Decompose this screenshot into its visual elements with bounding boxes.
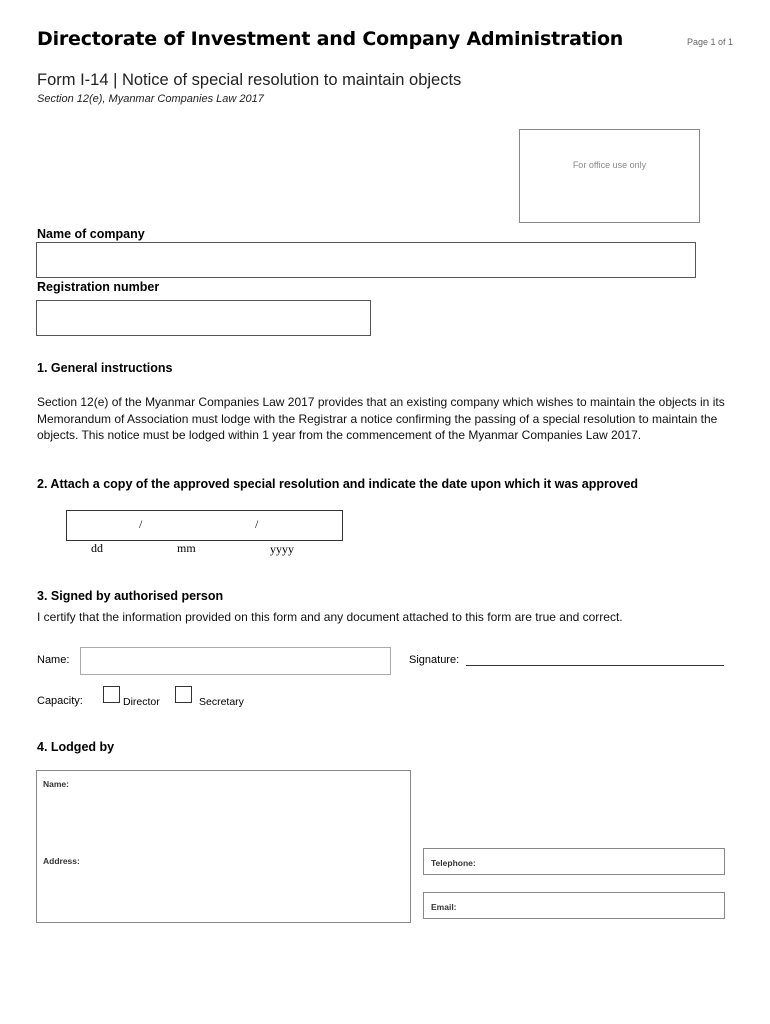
signature-label: Signature: <box>409 654 460 666</box>
lodger-address-label: Address: <box>43 856 80 866</box>
secretary-checkbox[interactable] <box>175 686 192 703</box>
office-use-label: For office use only <box>572 160 647 170</box>
date-hint-year: yyyy <box>270 542 294 556</box>
date-hint-day: dd <box>91 541 103 555</box>
signer-name-input[interactable] <box>80 647 391 675</box>
email-label: Email: <box>431 902 457 912</box>
date-separator: / <box>139 517 143 531</box>
director-option-label: Director <box>123 696 160 708</box>
company-name-input[interactable] <box>36 242 696 278</box>
lodger-name-label: Name: <box>43 779 69 789</box>
section-1-heading: 1. General instructions <box>37 361 173 375</box>
section-4-heading: 4. Lodged by <box>37 740 115 754</box>
page-title: Directorate of Investment and Company Administration <box>37 28 624 50</box>
resolution-date-input[interactable] <box>66 510 343 541</box>
lodger-details-box[interactable] <box>36 770 411 923</box>
section-3-heading: 3. Signed by authorised person <box>37 589 224 603</box>
company-name-label: Name of company <box>37 227 145 241</box>
general-instructions-text: Section 12(e) of the Myanmar Companies Law 2017 provides that an existing company which wishes to maintain the objects in its Memorandum of Association must lodge with the Registrar a notice confirming the passing of a special resolution to maintain the objects. This notice must be lodged within 1 year from the commencement of the Myanmar Companies Law 2017. <box>37 395 725 442</box>
form-title: Form I-14 | Notice of special resolution to maintain objects <box>37 71 462 89</box>
registration-number-input[interactable] <box>36 300 371 336</box>
date-hint-month: mm <box>177 541 196 555</box>
certification-text: I certify that the information provided on this form and any document attached to this form are true and correct. <box>37 610 623 624</box>
signature-line[interactable] <box>466 651 724 666</box>
email-input[interactable] <box>423 892 725 919</box>
telephone-label: Telephone: <box>431 858 476 868</box>
page-number: Page 1 of 1 <box>687 37 734 47</box>
signer-name-label: Name: <box>37 654 70 666</box>
director-checkbox[interactable] <box>103 686 120 703</box>
telephone-input[interactable] <box>423 848 725 875</box>
secretary-option-label: Secretary <box>199 696 244 708</box>
form-subtitle: Section 12(e), Myanmar Companies Law 2017 <box>37 93 264 105</box>
capacity-label: Capacity: <box>37 695 83 707</box>
section-2-heading: 2. Attach a copy of the approved special resolution and indicate the date upon which it was approved <box>37 477 639 491</box>
office-use-box <box>519 129 700 223</box>
registration-number-label: Registration number <box>37 280 160 294</box>
date-separator: / <box>255 517 259 531</box>
